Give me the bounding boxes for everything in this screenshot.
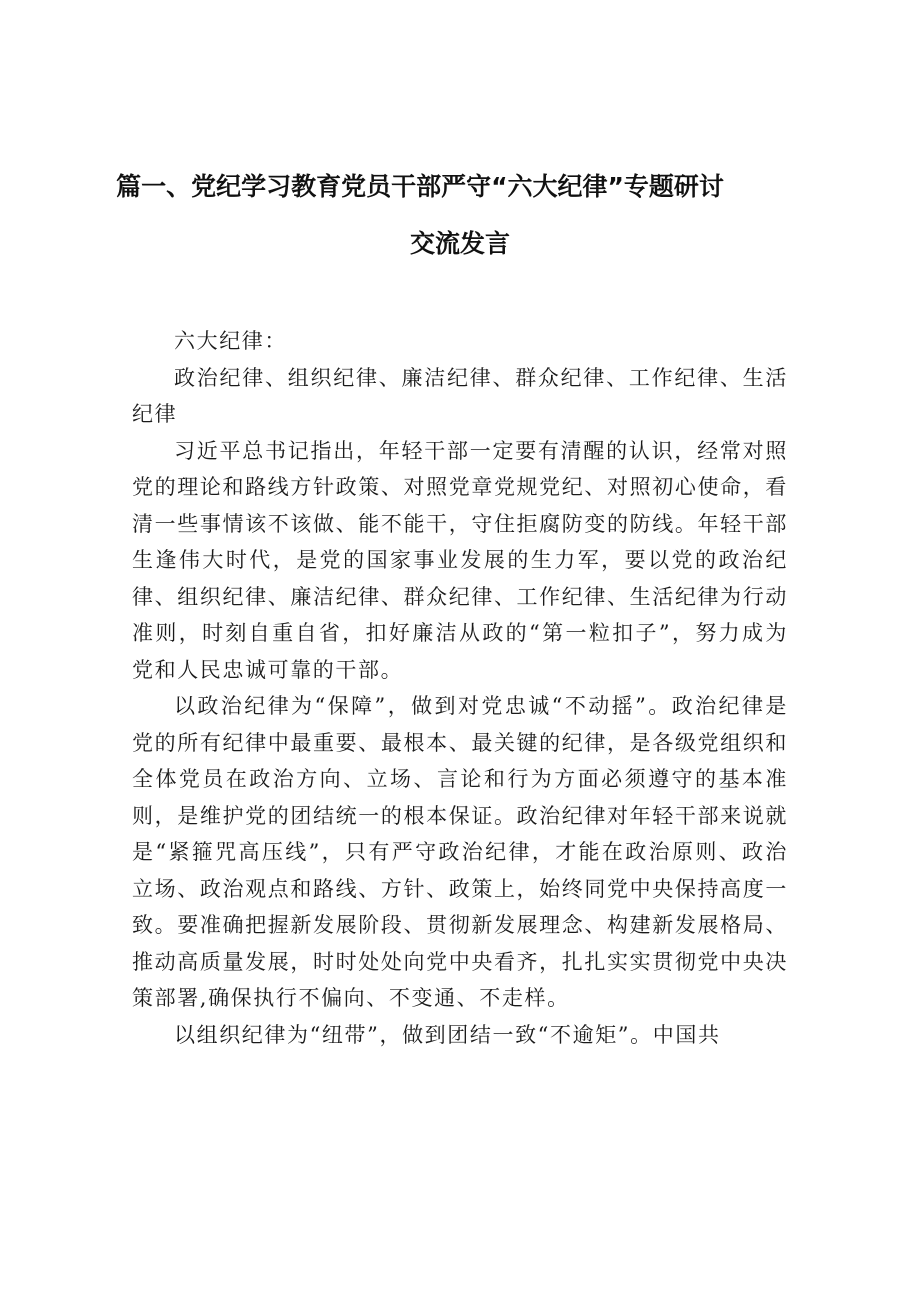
document-body (132, 323, 788, 1053)
paragraph-general-secretary: 习近平总书记指出，年轻干部一定要有清醒的认识，经常对照党的理论和路线方针政策、对照党章党规党纪、对照初心使命，看清一些事情该不该做、能不能干，守住拒腐防变的防线。年轻干部生逢伟大时代，是党的国家事业发展的生力军，要以党的政治纪律、组织纪律、廉洁纪律、群众纪律、工作纪律、生活纪律为行动准则，时刻自重自省，扣好廉洁从政的“第一粒扣子”，努力成为党和人民忠诚可靠的干部。 (132, 438, 788, 682)
paragraph-six-disciplines-list: 政治纪律、组织纪律、廉洁纪律、群众纪律、工作纪律、生活纪律 (132, 365, 788, 426)
paragraph-six-disciplines-heading: 六大纪律： (174, 329, 287, 353)
paragraph-political-discipline: 以政治纪律为“保障”，做到对党忠诚“不动摇”。政治纪律是党的所有纪律中最重要、最根本、最关键的纪律，是各级党组织和全体党员在政治方向、立场、言论和行为方面必须遵守的基本准则，是维护党的团结统一的根本保证。政治纪律对年轻干部来说就是“紧箍咒高压线”，只有严守政治纪律，才能在政治原则、政治立场、政治观点和路线、方针、政策上，始终同党中央保持高度一致。要准确把握新发展阶段、贯彻新发展理念、构建新发展格局、推动高质量发展，时时处处向党中央看齐，扎扎实实贯彻党中央决策部署,确保执行不偏向、不变通、不走样。 (132, 694, 788, 1010)
paragraph-organizational-discipline: 以组织纪律为“纽带”，做到团结一致“不逾矩”。中国共 (174, 1022, 721, 1047)
document-title-line-1: 篇一、党纪学习教育党员干部严守“六大纪律”专题研讨 (116, 172, 724, 201)
document-title-line-2: 交流发言 (409, 229, 510, 258)
